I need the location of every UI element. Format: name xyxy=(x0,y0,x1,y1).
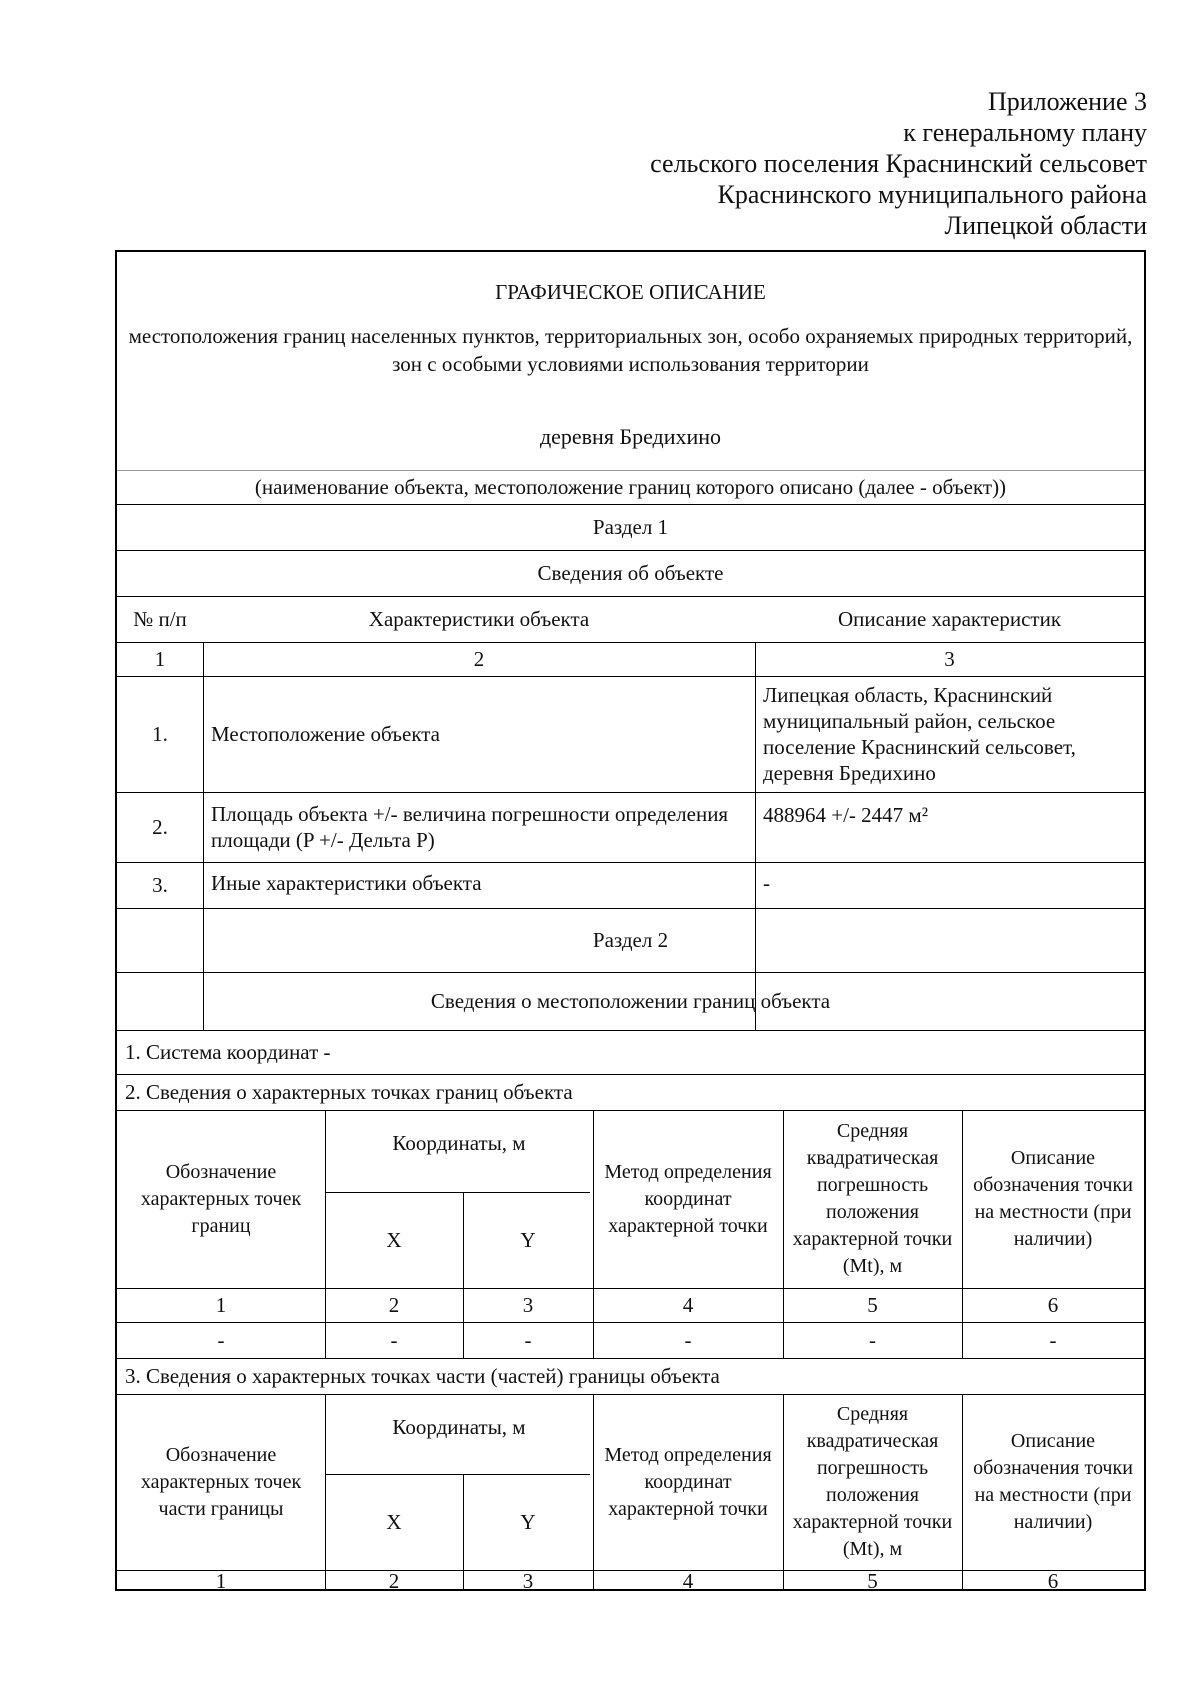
section1-heading: Сведения об объекте xyxy=(537,561,724,585)
object-name: деревня Бредихино xyxy=(539,424,722,449)
form-subtitle: местоположения границ населенных пунктов, территориальных зон, особо охраняемых природных территорий, зон с особыми условиями использования территории xyxy=(128,324,1133,376)
column-number: 3 xyxy=(522,1568,534,1593)
appendix-note xyxy=(447,86,1147,241)
row-characteristic: Местоположение объекта xyxy=(211,722,441,746)
header-description: Описание обозначения точки на местности (при наличии) xyxy=(973,1430,1133,1533)
column-number: 1 xyxy=(154,647,166,671)
appendix-line-3: сельского поселения Краснинский сельсовет xyxy=(650,149,1147,178)
row-number: 2. xyxy=(152,815,168,839)
row-value: 488964 +/- 2447 м² xyxy=(763,803,929,827)
column-number: 2 xyxy=(388,1568,400,1593)
header-accuracy: Средняя квадратическая погрешность положения характерной точки (Mt), м xyxy=(792,1403,953,1560)
column-number: 3 xyxy=(522,1293,534,1317)
table-cell: - xyxy=(869,1328,876,1352)
column-number: 4 xyxy=(682,1568,694,1593)
table-cell: - xyxy=(684,1328,692,1352)
table-cell: - xyxy=(390,1328,398,1352)
header-x: X xyxy=(386,1228,402,1252)
section2-heading: Сведения о местоположении границ объекта xyxy=(430,989,831,1013)
column-number: 2 xyxy=(388,1293,400,1317)
column-header-description: Описание характеристик xyxy=(837,607,1062,631)
form-title: ГРАФИЧЕСКОЕ ОПИСАНИЕ xyxy=(495,280,766,304)
coordinate-system: 1. Система координат - xyxy=(125,1040,331,1064)
header-x: X xyxy=(386,1510,402,1534)
row-value: Липецкая область, Краснинский муниципальный район, сельское поселение Краснинский сельсовет, деревня Бредихино xyxy=(763,683,1076,785)
column-number: 3 xyxy=(944,647,955,671)
header-description: Описание обозначения точки на местности (при наличии) xyxy=(973,1147,1133,1250)
object-caption: (наименование объекта, местоположение границ которого описано (далее - объект)) xyxy=(254,475,1007,499)
column-header-number: № п/п xyxy=(133,607,187,631)
column-number: 1 xyxy=(215,1568,227,1593)
appendix-line-1: Приложение 3 xyxy=(987,87,1147,116)
column-number: 6 xyxy=(1047,1568,1059,1593)
header-designation: Обозначение характерных точек границ xyxy=(140,1160,302,1237)
points-table-title: 2. Сведения о характерных точках границ объекта xyxy=(125,1080,573,1104)
column-number: 2 xyxy=(473,647,485,671)
appendix-line-5: Липецкой области xyxy=(944,211,1147,240)
table-cell: - xyxy=(524,1328,532,1352)
column-number: 5 xyxy=(867,1293,878,1317)
header-y: Y xyxy=(520,1228,536,1252)
header-method: Метод определения координат характерной точки xyxy=(604,1443,772,1520)
graphic-description-form xyxy=(115,250,1146,1591)
appendix-line-4: Краснинского муниципального района xyxy=(717,180,1147,209)
header-coordinates: Координаты, м xyxy=(392,1131,526,1155)
appendix-line-2: к генеральному плану xyxy=(903,118,1147,147)
section2-title: Раздел 2 xyxy=(592,928,669,952)
column-number: 5 xyxy=(867,1568,878,1593)
table-cell: - xyxy=(1049,1328,1057,1352)
header-y: Y xyxy=(520,1510,536,1534)
table-cell: - xyxy=(217,1328,225,1352)
row-value: - xyxy=(763,871,770,895)
column-header-characteristics: Характеристики объекта xyxy=(368,607,590,631)
column-number: 6 xyxy=(1047,1293,1059,1317)
row-number: 3. xyxy=(152,873,168,897)
header-coordinates: Координаты, м xyxy=(392,1415,526,1439)
header-method: Метод определения координат характерной точки xyxy=(604,1160,772,1237)
column-number: 4 xyxy=(682,1293,694,1317)
part-points-table-title: 3. Сведения о характерных точках части (частей) границы объекта xyxy=(125,1364,720,1388)
row-characteristic: Иные характеристики объекта xyxy=(211,871,482,895)
row-number: 1. xyxy=(152,722,168,746)
section1-title: Раздел 1 xyxy=(592,515,669,539)
column-number: 1 xyxy=(215,1293,227,1317)
row-characteristic: Площадь объекта +/- величина погрешности определения площади (P +/- Дельта P) xyxy=(211,802,729,852)
header-accuracy: Средняя квадратическая погрешность положения характерной точки (Mt), м xyxy=(792,1120,953,1277)
header-designation: Обозначение характерных точек части границы xyxy=(140,1443,302,1520)
